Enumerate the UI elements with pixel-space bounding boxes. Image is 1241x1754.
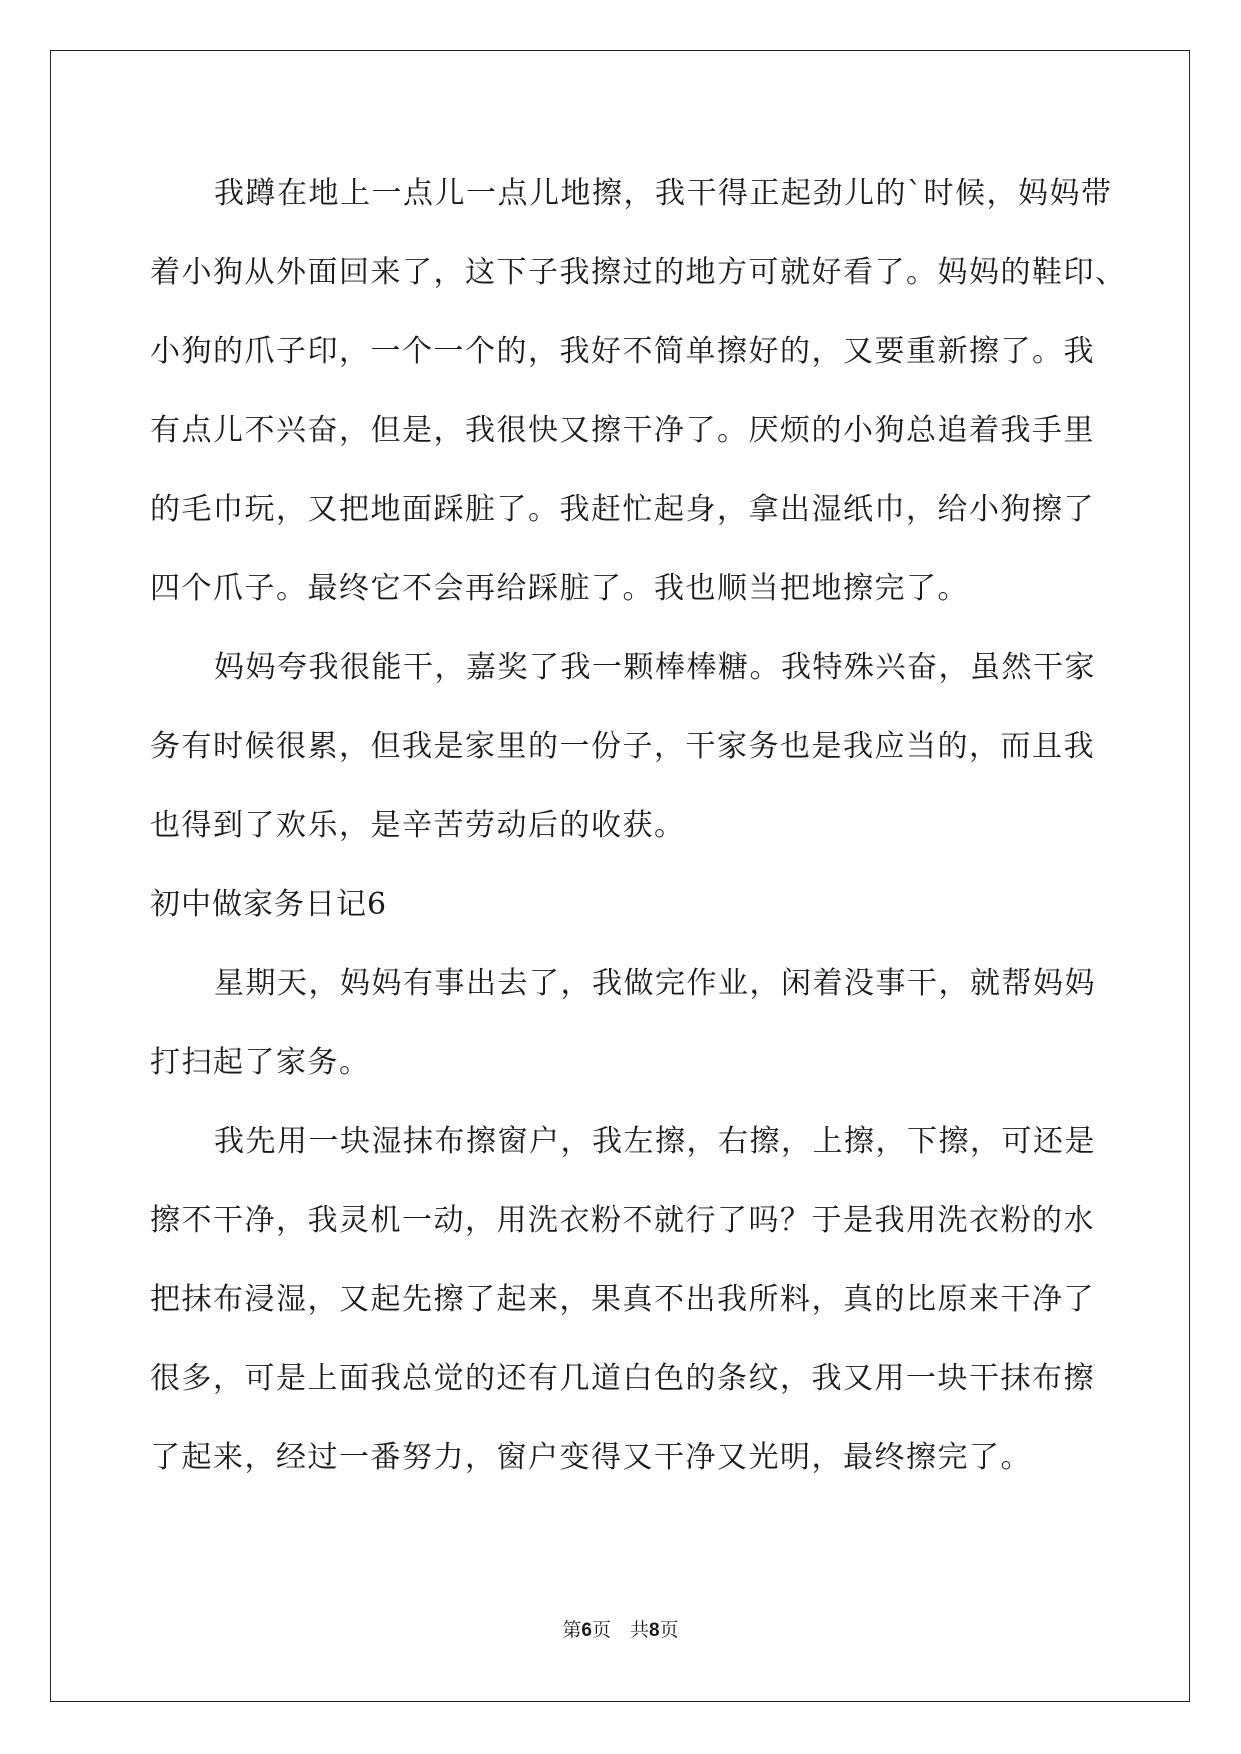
text-line: 擦不干净，我灵机一动，用洗衣粉不就行了吗？于是我用洗衣粉的水 <box>150 1203 1095 1238</box>
text-line: 把抹布浸湿，又起先擦了起来，果真不出我所料，真的比原来干净了 <box>150 1282 1095 1317</box>
total-page-count: 8 <box>649 1620 660 1641</box>
footer-middle: 页 共 <box>591 1619 649 1641</box>
paragraph <box>150 1102 1096 1497</box>
text-line: 很多，可是上面我总觉的还有几道白色的条纹，我又用一块干抹布擦 <box>150 1361 1095 1396</box>
text-line: 了起来，经过一番努力，窗户变得又干净又光明，最终擦完了。 <box>150 1440 1032 1475</box>
paragraph <box>150 944 1096 1102</box>
text-line: 我蹲在地上一点儿一点儿地擦，我干得正起劲儿的`时候，妈妈带 <box>214 176 1113 211</box>
paragraph <box>150 154 1127 628</box>
text-line: 妈妈夸我很能干，嘉奖了我一颗棒棒糖。我特殊兴奋，虽然干家 <box>214 650 1096 685</box>
footer-prefix: 第 <box>562 1619 582 1641</box>
text-line: 的毛巾玩，又把地面踩脏了。我赶忙起身，拿出湿纸巾，给小狗擦了 <box>150 492 1095 527</box>
text-line: 我先用一块湿抹布擦窗户，我左擦，右擦，上擦，下擦，可还是 <box>214 1124 1096 1159</box>
text-line: 务有时候很累，但我是家里的一份子，干家务也是我应当的，而且我 <box>150 729 1095 764</box>
paragraph <box>150 628 1096 865</box>
text-line: 四个爪子。最终它不会再给踩脏了。我也顺当把地擦完了。 <box>150 571 969 606</box>
text-line: 星期天，妈妈有事出去了，我做完作业，闲着没事干，就帮妈妈 <box>214 966 1096 1001</box>
page-footer <box>0 1615 1241 1642</box>
text-line: 小狗的爪子印，一个一个的，我好不简单擦好的，又要重新擦了。我 <box>150 334 1095 369</box>
footer-suffix: 页 <box>659 1619 679 1641</box>
text-line: 着小狗从外面回来了，这下子我擦过的地方可就好看了。妈妈的鞋印、 <box>150 255 1127 290</box>
text-line: 打扫起了家务。 <box>150 1045 371 1080</box>
document-body <box>150 154 1127 1497</box>
text-line: 有点儿不兴奋，但是，我很快又擦干净了。厌烦的小狗总追着我手里 <box>150 413 1095 448</box>
section-heading: 初中做家务日记6 <box>150 887 388 922</box>
current-page-number: 6 <box>581 1620 592 1641</box>
text-line: 也得到了欢乐，是辛苦劳动后的收获。 <box>150 808 686 843</box>
